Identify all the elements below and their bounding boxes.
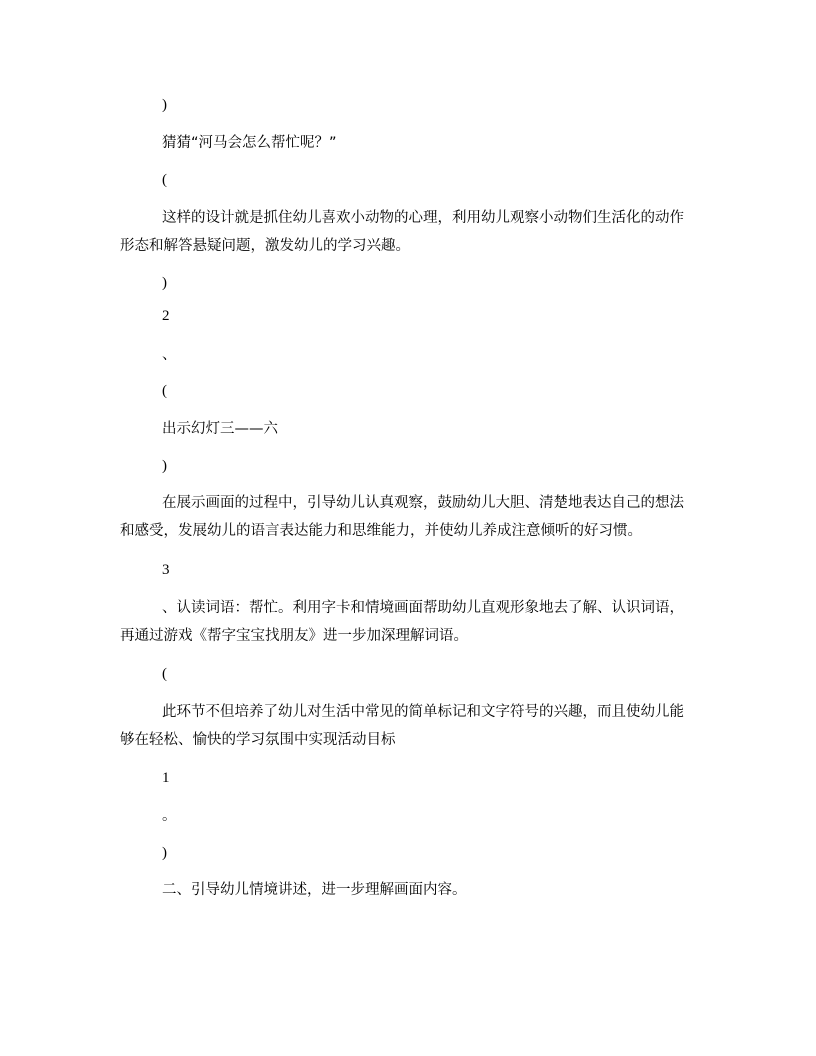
- paren-open: (: [162, 383, 167, 399]
- paragraph-words-line-2: 再通过游戏《帮字宝宝找朋友》进一步加深理解词语。: [120, 628, 468, 644]
- list-number-2: 2: [162, 308, 170, 324]
- paren-close: ): [162, 458, 167, 474]
- paragraph-words-line-1: 、认读词语：帮忙。利用字卡和情境画面帮助幼儿直观形象地去了解、认识词语，: [162, 600, 684, 616]
- paragraph-display-line-2: 和感受，发展幼儿的语言表达能力和思维能力，并使幼儿养成注意倾听的好习惯。: [120, 523, 642, 539]
- paragraph-display-line-1: 在展示画面的过程中，引导幼儿认真观察，鼓励幼儿大胆、清楚地表达自己的想法: [162, 495, 684, 511]
- paragraph-design-line-2: 形态和解答悬疑问题，激发幼儿的学习兴趣。: [120, 238, 410, 254]
- list-number-3: 3: [162, 562, 170, 578]
- paren-open: (: [162, 666, 167, 682]
- paragraph-guess-hippo: 猜猜“河马会怎么帮忙呢？”: [162, 135, 337, 151]
- heading-part-two: 二、引导幼儿情境讲述，进一步理解画面内容。: [162, 882, 467, 898]
- paragraph-section-line-2: 够在轻松、愉快的学习氛围中实现活动目标: [120, 732, 396, 748]
- paren-close: ): [162, 845, 167, 861]
- full-stop: 。: [162, 808, 177, 824]
- paren-close: ): [162, 97, 167, 113]
- paragraph-slides: 出示幻灯三——六: [162, 421, 278, 437]
- list-separator: 、: [162, 347, 177, 363]
- paren-close: ): [162, 275, 167, 291]
- paren-open: (: [162, 172, 167, 188]
- paragraph-design-line-1: 这样的设计就是抓住幼儿喜欢小动物的心理，利用幼儿观察小动物们生活化的动作: [162, 210, 684, 226]
- goal-number-1: 1: [162, 770, 170, 786]
- paragraph-section-line-1: 此环节不但培养了幼儿对生活中常见的简单标记和文字符号的兴趣，而且使幼儿能: [162, 704, 684, 720]
